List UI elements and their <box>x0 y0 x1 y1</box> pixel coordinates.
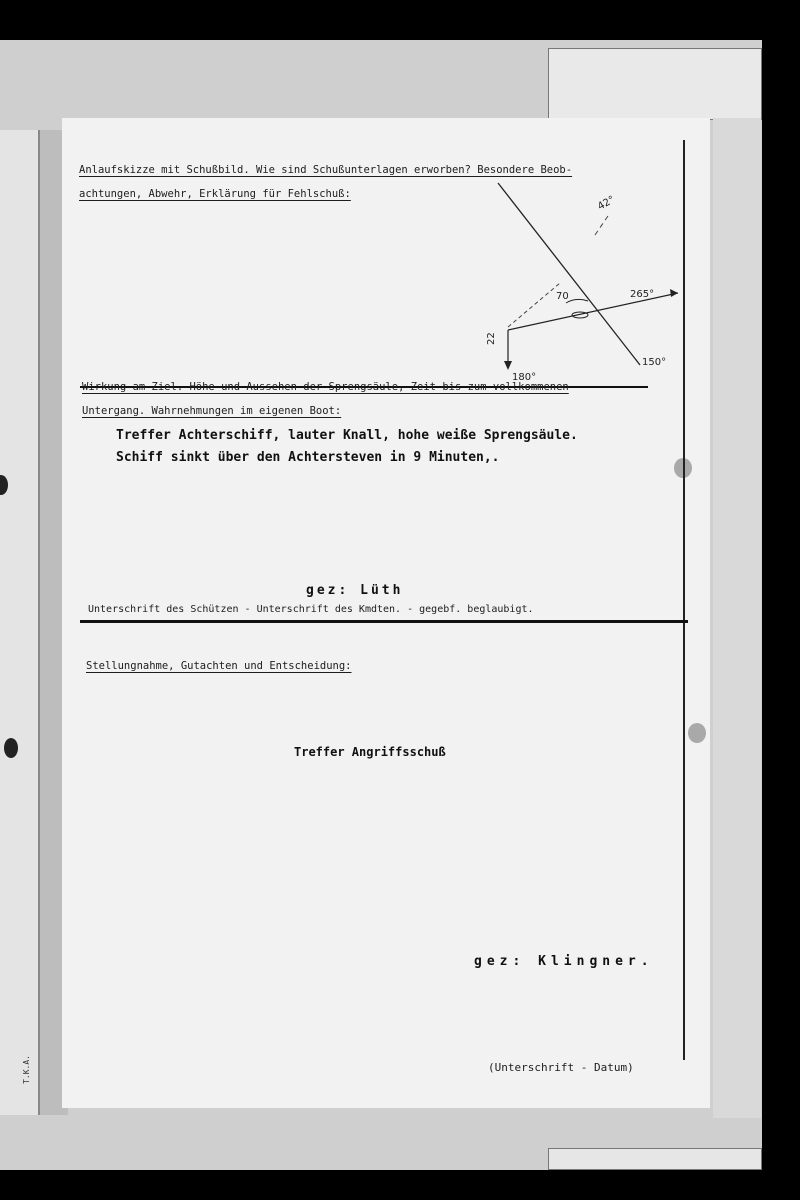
sketch-label-bearing: 22 <box>486 332 497 345</box>
adjacent-page-bottom <box>548 1148 762 1170</box>
attack-sketch <box>480 175 690 385</box>
adjacent-page-top <box>548 48 762 120</box>
sketch-label-180: 180° <box>512 372 537 383</box>
signature-date-caption: (Unterschrift - Datum) <box>488 1061 634 1074</box>
punch-hole <box>4 738 18 758</box>
signature-caption: Unterschrift des Schützen - Unterschrift des Kmdten. - gegebf. beglaubigt. <box>88 604 534 615</box>
header-line-1: Anlaufskizze mit Schußbild. Wie sind Schußunterlagen erworben? Besondere Beob- <box>79 164 573 176</box>
adjacent-page-left <box>0 130 40 1115</box>
assessment-label: Stellungnahme, Gutachten und Entscheidung: <box>86 660 352 672</box>
signature-commander: gez: Lüth <box>306 583 404 598</box>
section-divider <box>80 620 688 623</box>
effect-report-line-1: Treffer Achterschiff, lauter Knall, hohe weiße Sprengsäule. <box>116 428 578 443</box>
left-margin-mark: T.K.A. <box>22 1055 31 1084</box>
sketch-label-150: 150° <box>642 357 667 368</box>
adjacent-page-right <box>713 118 761 1118</box>
sketch-label-70: 70 <box>556 291 569 302</box>
punch-hole <box>0 475 8 495</box>
header-line-2: achtungen, Abwehr, Erklärung für Fehlschuß: <box>79 188 351 200</box>
signature-assessor: gez: Klingner. <box>474 954 654 969</box>
effect-label-line-1: Wirkung am Ziel. Höhe und Aussehen der Sprengsäule, Zeit bis zum vollkommenen <box>82 381 569 393</box>
assessment-verdict: Treffer Angriffsschuß <box>294 745 446 759</box>
sketch-label-42: 42° <box>596 194 617 213</box>
effect-report-line-2: Schiff sinkt über den Achtersteven in 9 Minuten,. <box>116 450 500 465</box>
sketch-label-265: 265° <box>630 289 655 300</box>
effect-label-line-2: Untergang. Wahrnehmungen im eigenen Boot: <box>82 405 342 417</box>
punch-hole <box>688 723 706 743</box>
